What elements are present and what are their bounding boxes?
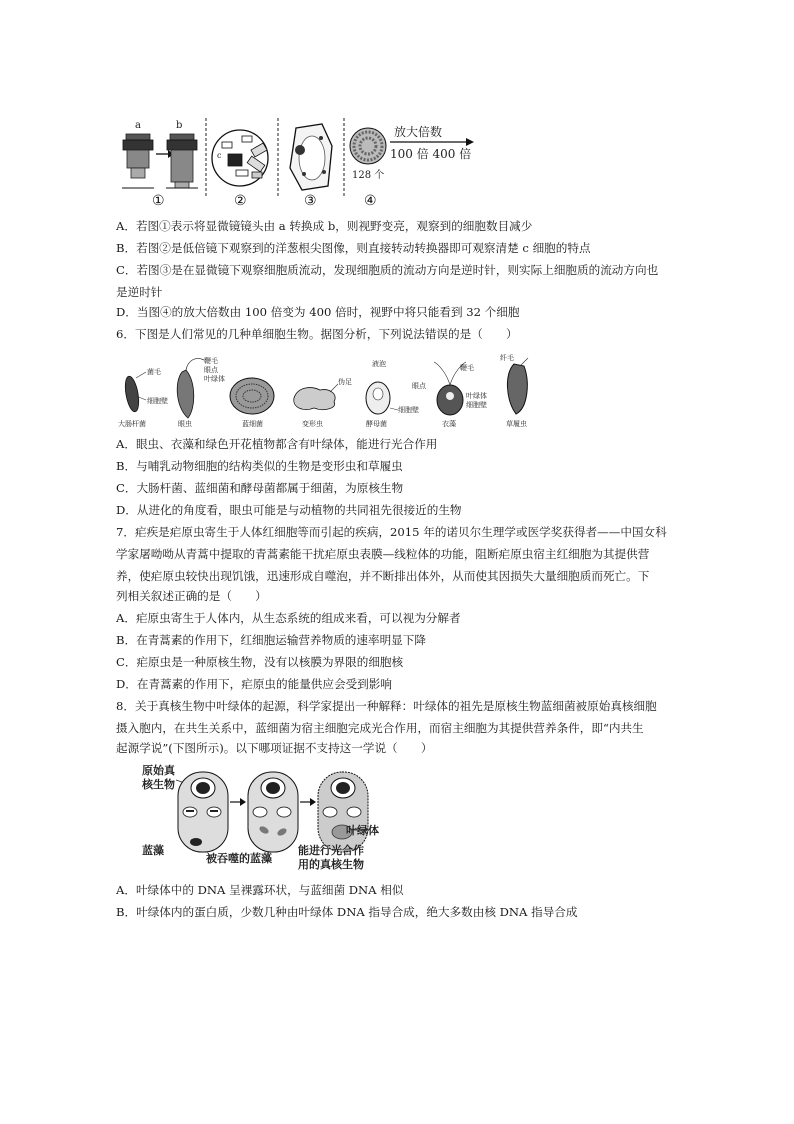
microscope-figure [118,116,478,208]
chlamy-name: 衣藻 [442,420,456,428]
q5-option-d: D．当图④的放大倍数由 100 倍变为 400 倍时，视野中将只能看到 32 个细胞 [116,305,520,319]
primitive-eukaryote-label-1: 原始真 [142,764,175,777]
q5-option-c-cont: 是逆时针 [116,285,163,299]
single-cell-organisms-figure [116,352,556,428]
endosymbiosis-figure [142,762,402,870]
q6-option-b: B．与哺乳动物细胞的结构类似的生物是变形虫和草履虫 [116,459,403,473]
chlamy-chloroplast-label: 叶绿体 [466,392,487,400]
yeast-name: 酵母菌 [366,420,387,428]
q7-stem-line-3: 养，使疟原虫较快出现饥饿，迅速形成自噬泡，并不断排出体外，从而使其因损失大量细胞质而死亡。下 [116,569,650,583]
euglena-eyespot-label: 眼点 [204,366,218,374]
ecoli-name: 大肠杆菌 [118,420,146,428]
lens-a-label: a [135,120,141,131]
engulfed-cyanobacteria-label: 被吞噬的蓝藻 [206,852,272,865]
q5-option-b: B．若图②是低倍镜下观察到的洋葱根尖图像，则直接转动转换器即可观察清楚 c 细胞的特点 [116,241,591,255]
q7-option-b: B．在青蒿素的作用下，红细胞运输营养物质的速率明显下降 [116,633,426,647]
amoeba-name: 变形虫 [302,420,323,428]
q6-option-d: D．从进化的角度看，眼虫可能是与动植物的共同祖先很接近的生物 [116,503,462,517]
q8-stem-line-1: 8．关于真核生物中叶绿体的起源，科学家提出一种解释：叶绿体的祖先是原核生物蓝细菌被原始真核细胞 [116,699,657,713]
q8-option-b: B．叶绿体内的蛋白质，少数几种由叶绿体 DNA 指导合成，绝大多数由核 DNA 指导合成 [116,905,578,919]
q8-option-a: A．叶绿体中的 DNA 呈裸露环状，与蓝细菌 DNA 相似 [116,883,404,897]
panel-label-1: ① [152,193,165,208]
euglena-flagellum-label: 鞭毛 [204,357,218,365]
ecoli-pili-label: 菌毛 [147,368,161,376]
lens-b-label: b [176,120,183,131]
panel-label-4: ④ [364,193,377,208]
q7-stem-line-1: 7．疟疾是疟原虫寄生于人体红细胞等而引起的疾病，2015 年的诺贝尔生理学或医学奖获得者——中国女科 [116,525,667,539]
paramecium-cilia-label: 纤毛 [500,354,514,362]
q7-option-d: D．在青蒿素的作用下，疟原虫的能量供应会受到影响 [116,677,392,691]
q6-option-c: C．大肠杆菌、蓝细菌和酵母菌都属于细菌，为原核生物 [116,481,404,495]
q6-option-a: A．眼虫、衣藻和绿色开花植物都含有叶绿体，能进行光合作用 [116,437,438,451]
amoeba-pseudopod-label: 伪足 [338,378,352,386]
magnification-title: 放大倍数 [394,125,443,139]
chlamy-wall-label: 细胞壁 [466,401,487,409]
euglena-name: 眼虫 [178,420,192,428]
yeast-wall-label: 细胞壁 [398,406,419,414]
photosynthetic-eukaryote-label-2: 用的真核生物 [298,858,364,870]
magnification-values: 100 倍 400 倍 [390,147,472,161]
yeast-vacuole-label: 液泡 [372,360,386,368]
panel-label-2: ② [234,193,247,208]
cyanobacteria-name: 蓝细菌 [242,420,263,428]
q7-stem-line-4: 列相关叙述正确的是（ ） [116,589,267,603]
paramecium-name: 草履虫 [506,420,527,428]
q8-stem-line-3: 起源学说”(下图所示)。以下哪项证据不支持这一学说（ ） [116,741,433,755]
chloroplast-label: 叶绿体 [346,824,379,837]
cell-count: 128 个 [352,170,385,181]
q5-option-c: C．若图③是在显微镜下观察细胞质流动，发现细胞质的流动方向是逆时针，则实际上细胞质的流动方向也 [116,263,659,277]
q8-stem-line-2: 摄入胞内，在共生关系中，蓝细菌为宿主细胞完成光合作用，而宿主细胞为其提供营养条件，即“内共生 [116,721,644,735]
chlamy-flagellum-label: 鞭毛 [460,364,474,372]
primitive-eukaryote-label-2: 核生物 [142,778,175,791]
euglena-chloroplast-label: 叶绿体 [204,375,225,383]
q7-stem-line-2: 学家屠呦呦从青蒿中提取的青蒿素能干扰疟原虫表膜—线粒体的功能，阻断疟原虫宿主红细胞为其提供营 [116,547,650,561]
chlamy-eyespot-label: 眼点 [412,382,426,390]
cell-c-label: c [217,151,222,160]
q7-option-a: A．疟原虫寄生于人体内，从生态系统的组成来看，可以视为分解者 [116,611,461,625]
q6-stem: 6．下图是人们常见的几种单细胞生物。据图分析，下列说法错误的是（ ） [116,327,518,341]
photosynthetic-eukaryote-label-1: 能进行光合作 [298,844,364,857]
ecoli-wall-label: 细胞壁 [147,397,168,405]
q5-option-a: A．若图①表示将显微镜镜头由 a 转换成 b，则视野变亮，观察到的细胞数目减少 [116,219,533,233]
cyanobacteria-label: 蓝藻 [142,844,164,857]
panel-label-3: ③ [304,193,317,208]
q7-option-c: C．疟原虫是一种原核生物，没有以核膜为界限的细胞核 [116,655,404,669]
